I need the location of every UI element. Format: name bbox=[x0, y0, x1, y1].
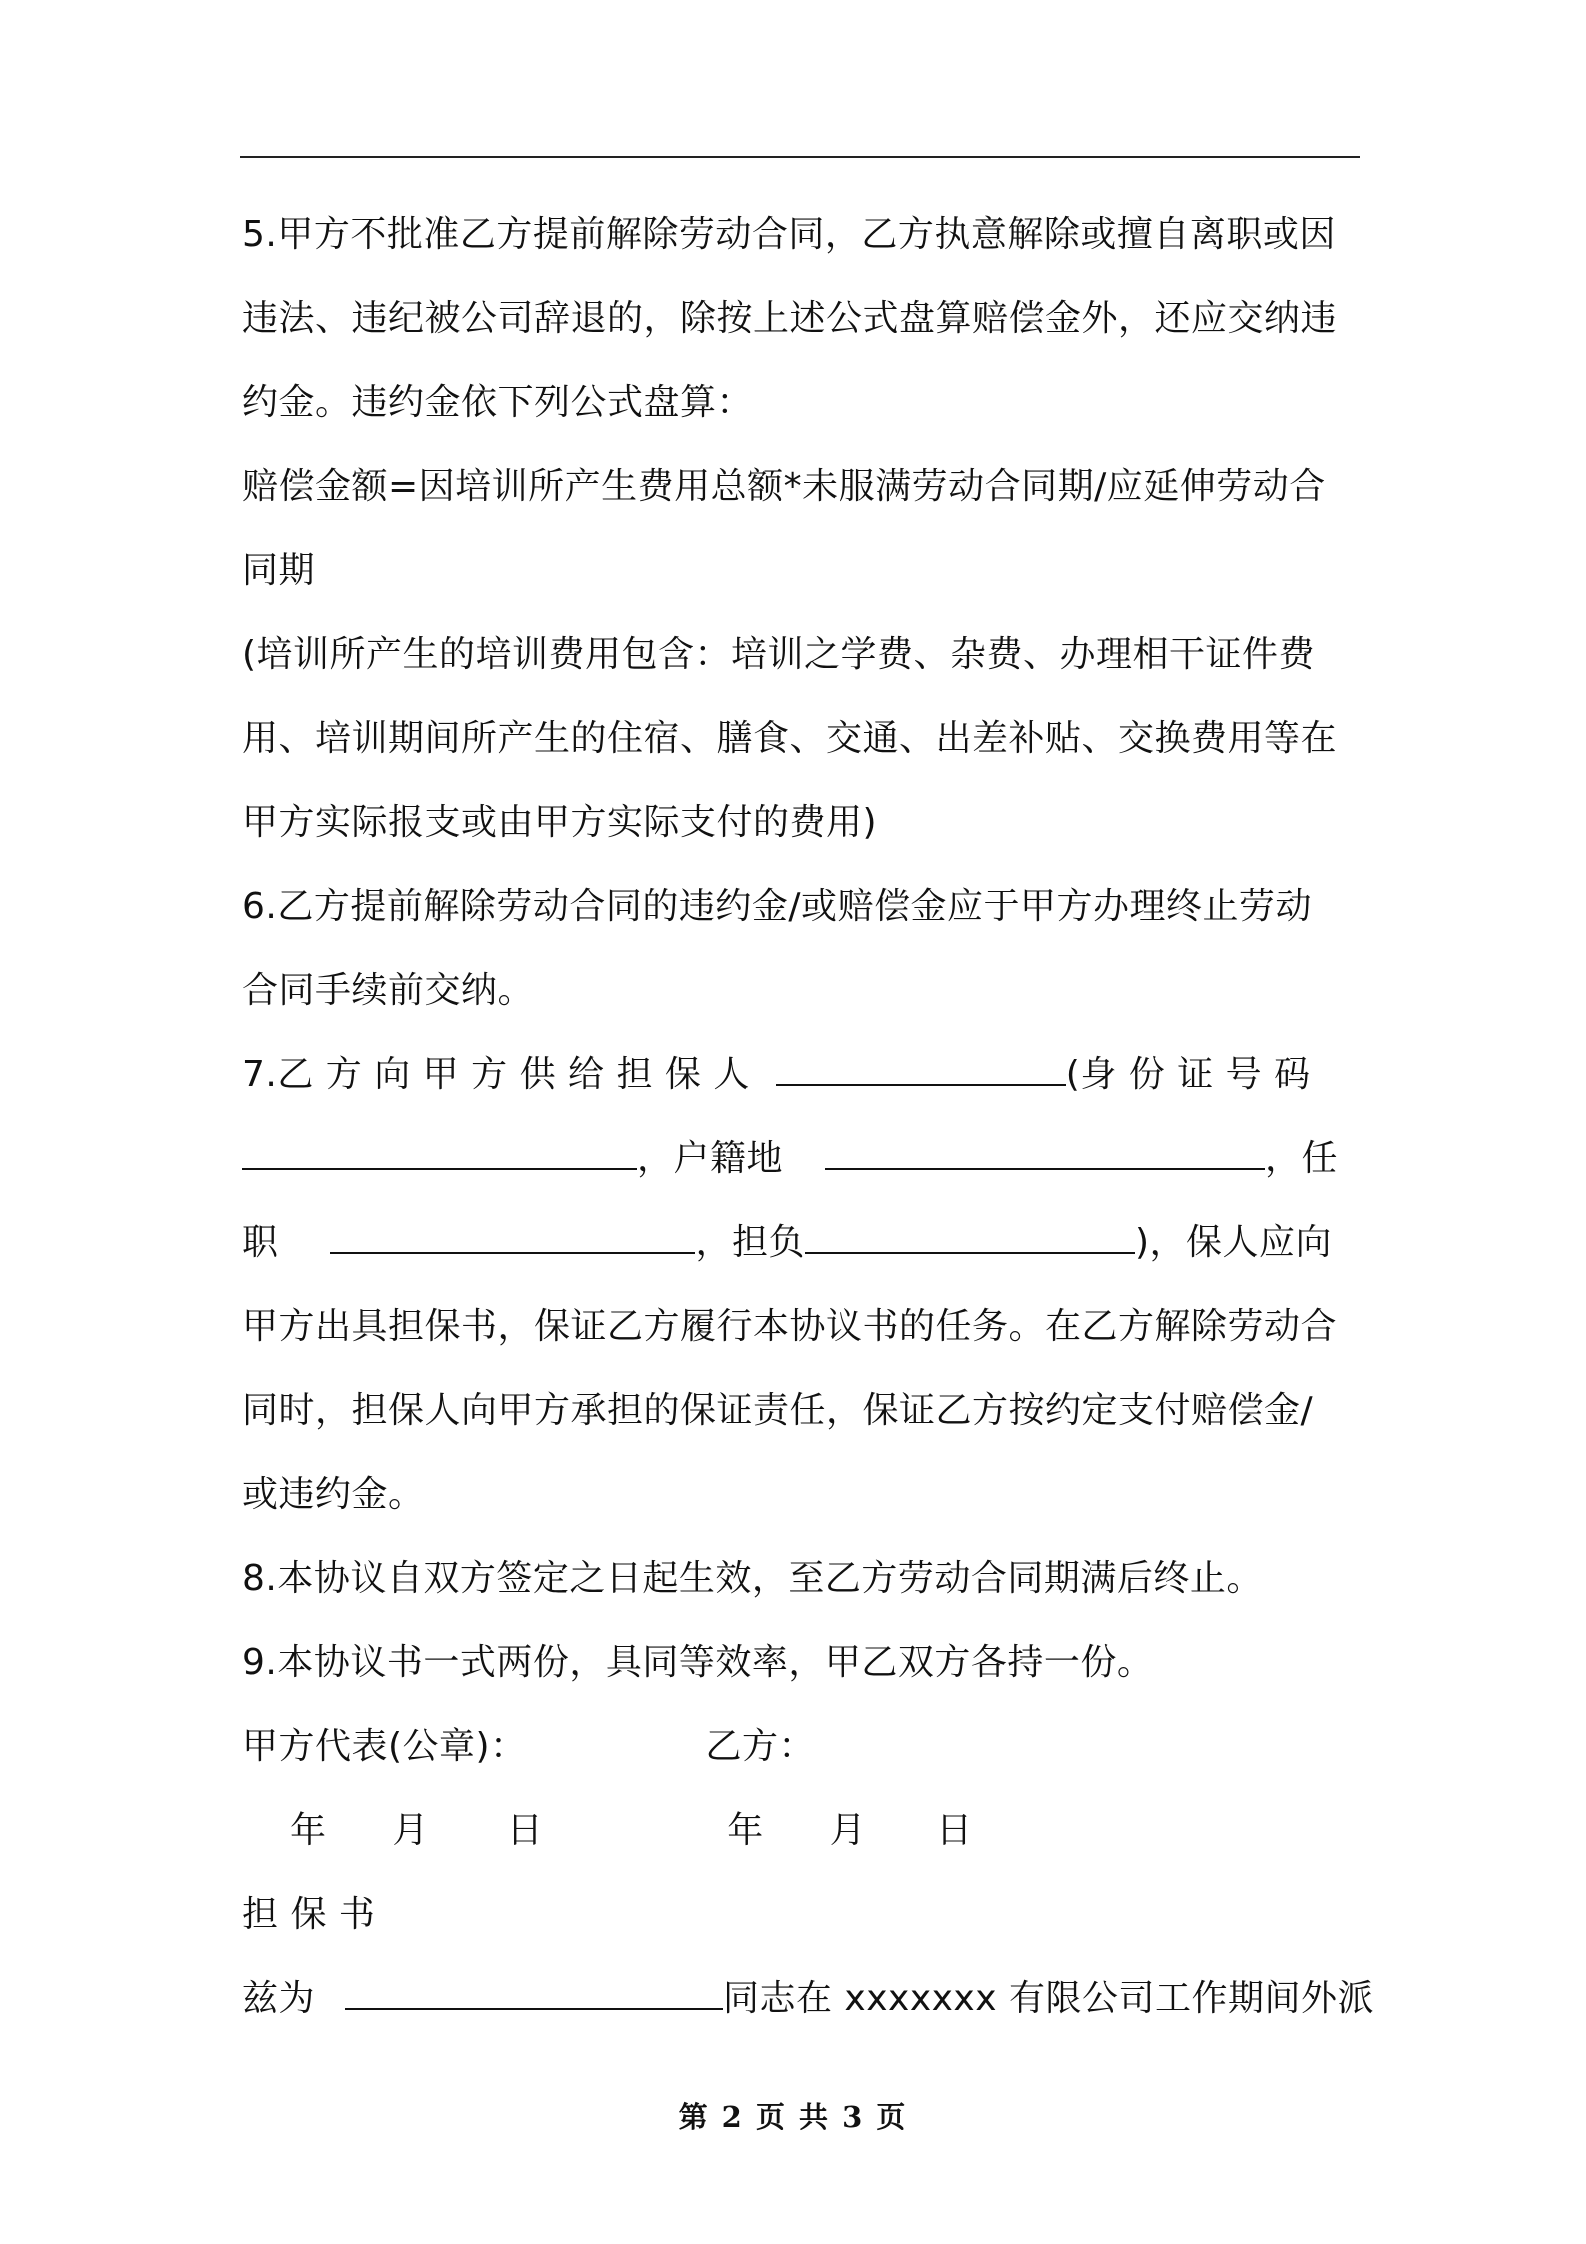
clause-8: 8.本协议自双方签定之日起生效，至乙方劳动合同期满后终止。 bbox=[242, 1558, 1263, 1599]
clause-7-line-6: 或违约金。 bbox=[242, 1474, 425, 1515]
document-body bbox=[242, 193, 1374, 2041]
party-b-day: 日 bbox=[936, 1810, 973, 1851]
clause-7-line-2 bbox=[242, 1117, 1360, 1201]
party-b-year: 年 bbox=[727, 1810, 764, 1851]
clause-7-line-1 bbox=[242, 1033, 1360, 1117]
party-a-month: 月 bbox=[392, 1810, 429, 1851]
fee-note-line-2: 用、培训期间所产生的住宿、膳食、交通、出差补贴、交换费用等在 bbox=[242, 718, 1338, 759]
guarantee-line-1 bbox=[242, 1957, 1374, 2041]
formula-line-1: 赔偿金额=因培训所产生费用总额*未服满劳动合同期/应延伸劳动合 bbox=[242, 466, 1326, 507]
guarantee-name-blank bbox=[345, 1978, 723, 2010]
fee-note-line-1: (培训所产生的培训费用包含：培训之学费、杂费、办理相干证件费 bbox=[242, 634, 1316, 675]
hukou-blank bbox=[825, 1138, 1265, 1170]
party-a-year: 年 bbox=[289, 1810, 327, 1851]
clause-9: 9.本协议书一式两份，具同等效率，甲乙双方各持一份。 bbox=[242, 1642, 1154, 1683]
clause-7-guarantor-label: 7.乙 方 向 甲 方 供 给 担 保 人 bbox=[242, 1054, 750, 1095]
clause-7-id-label: (身 份 证 号 码 bbox=[1065, 1054, 1311, 1095]
clause-7-hukou-label: ，户籍地 bbox=[637, 1138, 784, 1179]
page-number: 第 2 页 共 3 页 bbox=[678, 2100, 908, 2134]
header-rule bbox=[240, 156, 1360, 158]
clause-7-employment-label-end: 职 bbox=[242, 1222, 279, 1263]
id-number-blank bbox=[242, 1138, 637, 1170]
party-b-month: 月 bbox=[829, 1810, 867, 1851]
employer-blank bbox=[330, 1222, 695, 1254]
clause-6-line-2: 合同手续前交纳。 bbox=[242, 970, 535, 1011]
clause-7-line-4: 甲方出具担保书，保证乙方履行本协议书的任务。在乙方解除劳动合 bbox=[242, 1306, 1338, 1347]
guarantee-title: 担 保 书 bbox=[242, 1894, 376, 1935]
formula-line-2: 同期 bbox=[242, 550, 316, 591]
clause-5-line-3: 约金。违约金依下列公式盘算： bbox=[242, 382, 754, 423]
clause-7-guarantor-duty: )，保人应向 bbox=[1134, 1222, 1333, 1263]
clause-5-line-2: 违法、违纪被公司辞退的，除按上述公式盘算赔偿金外，还应交纳违 bbox=[242, 298, 1338, 339]
guarantor-name-blank bbox=[776, 1054, 1066, 1086]
clause-6-line-1: 6.乙方提前解除劳动合同的违约金/或赔偿金应于甲方办理终止劳动 bbox=[242, 886, 1312, 927]
signature-row bbox=[242, 1705, 1360, 1789]
guarantee-suffix: 同志在 xxxxxxx 有限公司工作期间外派 bbox=[722, 1978, 1374, 2019]
clause-7-line-3 bbox=[242, 1201, 1360, 1285]
clause-7-line-5: 同时，担保人向甲方承担的保证责任，保证乙方按约定支付赔偿金/ bbox=[242, 1390, 1314, 1431]
clause-7-employment-label-start: ，任 bbox=[1264, 1138, 1338, 1179]
party-b-signature-label: 乙方： bbox=[705, 1726, 816, 1767]
clause-7-position-label: ，担负 bbox=[695, 1222, 805, 1263]
position-blank bbox=[805, 1222, 1135, 1254]
party-a-day: 日 bbox=[506, 1810, 544, 1851]
guarantee-prefix: 兹为 bbox=[242, 1978, 316, 2019]
date-row bbox=[242, 1789, 1360, 1873]
party-a-signature-label: 甲方代表(公章)： bbox=[242, 1726, 527, 1767]
clause-5-line-1: 5.甲方不批准乙方提前解除劳动合同，乙方执意解除或擅自离职或因 bbox=[242, 214, 1336, 255]
fee-note-line-3: 甲方实际报支或由甲方实际支付的费用) bbox=[242, 802, 878, 843]
